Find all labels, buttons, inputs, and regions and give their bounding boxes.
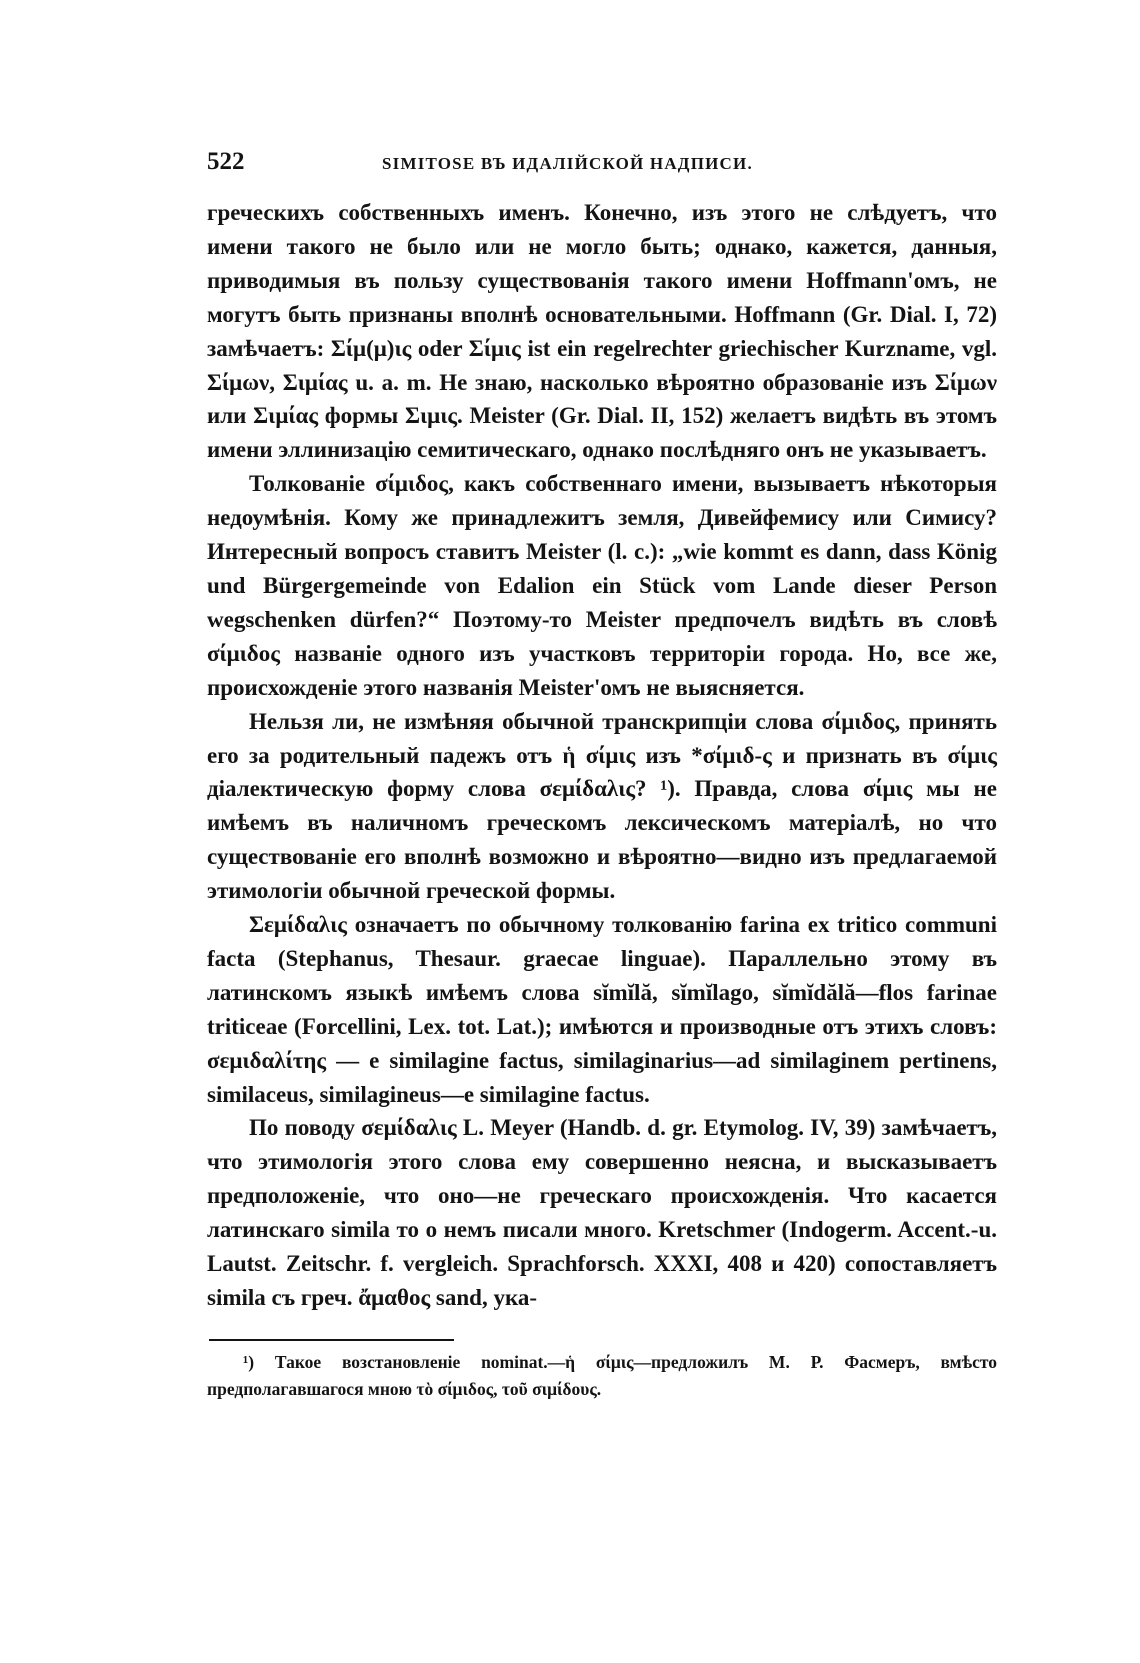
paragraph-2: Толкованіе σίμιδος, какъ собственнаго имени, вызываетъ нѣкоторыя недоумѣнія. Кому же принадлежитъ земля, Дивейфемису или Симису? Интересный вопросъ ставитъ Meister (l. c.): „wie kommt es dann, dass König und Bürgergemeinde von Edalion ein Stück vom Lande dieser Person wegschenken dürfen?“ Поэтому-то Meister предпочелъ видѣть въ словѣ σίμιδος названіе одного изъ участковъ территоріи города. Но, все же, происхожденіе этого названія Meister'омъ не выясняется. [207,471,997,700]
paragraph-1: греческихъ собственныхъ именъ. Конечно, изъ этого не слѣдуетъ, что имени такого не было или не могло быть; однако, кажется, данныя, приводимыя въ пользу существованія такого имени Hoffmann'омъ, не могутъ быть признаны вполнѣ основательными. Hoffmann (Gr. Dial. I, 72) замѣчаетъ: Σίμ(μ)ις oder Σίμις ist ein regelrechter griechischer Kurzname, vgl. Σίμων, Σιμίας u. a. m. Не знаю, насколько вѣроятно образованіе изъ Σίμων или Σιμίας формы Σιμις. Meister (Gr. Dial. II, 152) желаетъ видѣть въ этомъ имени эллинизацію семитическаго, однако послѣдняго онъ не указываетъ. [207,200,997,463]
paragraph-5: По поводу σεμίδαλις L. Meyer (Handb. d. gr. Etymolog. IV, 39) замѣчаетъ, что этимологія этого слова ему совершенно неясна, и высказываетъ предположеніе, что оно—не греческаго происхожденія. Что касается латинскаго simila то о немъ писали много. Kretschmer (Indogerm. Accent.-u. Lautst. Zeitschr. f. vergleich. Sprachforsch. XXXI, 408 и 420) сопоставляетъ simila съ греч. ἄμαθος sand, ука- [207,1115,997,1310]
book-page [207,148,997,1420]
page-number: 522 [207,148,245,175]
body-text [207,196,997,1315]
running-head: SIMITOSE ВЪ ИДАЛІЙСКОЙ НАДПИСИ. [382,154,753,173]
footnote-divider [209,1339,454,1341]
footnote: ¹) Такое возстановленіе nominat.—ἡ σίμις—предложилъ М. Р. Фасмеръ, вмѣсто предполагавшагося мною τὸ σίμιδος, τοῦ σιμίδους. [207,1351,997,1399]
paragraph-3: Нельзя ли, не измѣняя обычной транскрипціи слова σίμιδος, принять его за родительный падежъ отъ ἡ σίμις изъ *σίμιδ-ς и признать въ σίμις діалектическую форму слова σεμίδαλις? ¹). Правда, слова σίμις мы не имѣемъ въ наличномъ греческомъ лексическомъ матеріалѣ, но что существованіе его вполнѣ возможно и вѣроятно—видно изъ предлагаемой этимологіи обычной греческой формы. [207,708,997,904]
page-header [207,148,997,188]
paragraph-4: Σεμίδαλις означаетъ по обычному толкованію farina ex tritico communi facta (Stephanus, Thesaur. graecae linguae). Параллельно этому въ латинскомъ языкѣ имѣемъ слова sĭmĭlă, sĭmĭlago, sĭmĭdălă—flos farinae triticeae (Forcellini, Lex. tot. Lat.); имѣются и производные отъ этихъ словъ: σεμιδαλίτης — e similagine factus, similaginarius—ad similaginem pertinens, similaceus, similagineus—e similagine factus. [207,912,997,1107]
